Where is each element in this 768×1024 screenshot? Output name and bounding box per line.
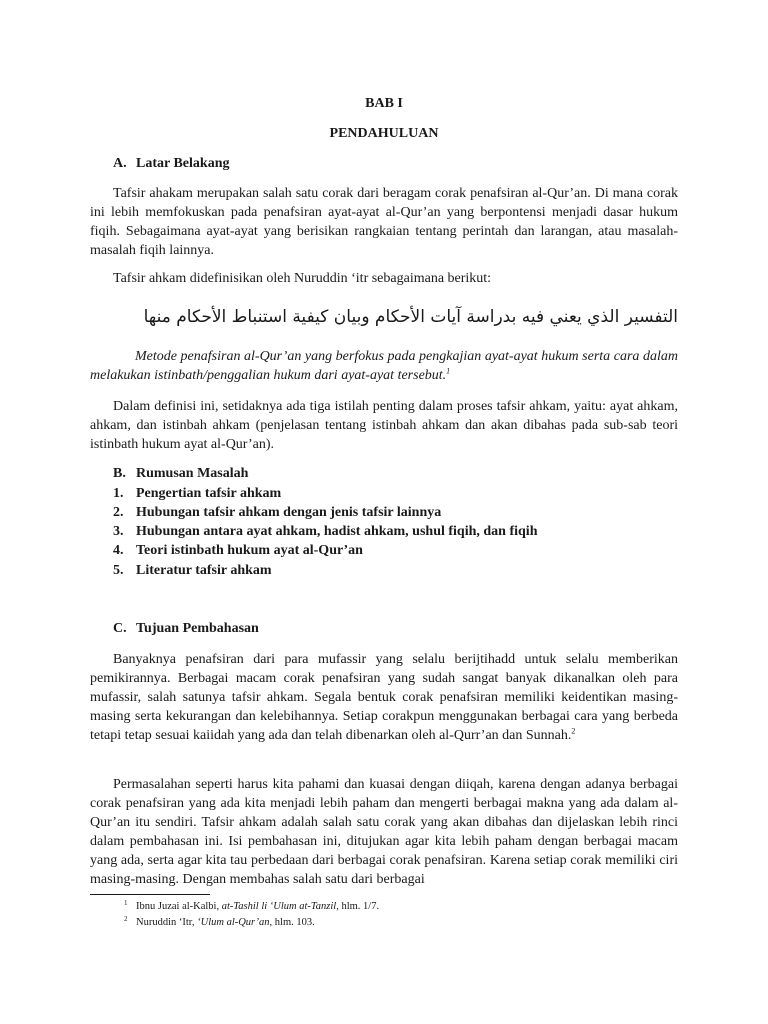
footnote-number: 2 xyxy=(124,915,128,923)
footnote-page: , hlm. 103. xyxy=(269,917,315,928)
footnote-author: Ibnu Juzai al-Kalbi, xyxy=(136,901,222,912)
list-item-text: Hubungan antara ayat ahkam, hadist ahkam, ushul fiqih, dan fiqih xyxy=(136,524,538,539)
section-a-title: Latar Belakang xyxy=(136,156,230,171)
arabic-definition-quote: التفسير الذي يعني فيه بدراسة آيات الأحكام وبيان كيفية استنباط الأحكام منها xyxy=(143,307,678,327)
list-item-number: 1. xyxy=(113,486,124,501)
paragraph-purpose xyxy=(90,650,678,745)
section-b-letter: B. xyxy=(113,466,126,481)
section-b-title: Rumusan Masalah xyxy=(136,466,249,481)
list-item-number: 3. xyxy=(113,524,124,539)
footnote-book-title: ‘Ulum al-Qur’an xyxy=(197,917,270,928)
list-item-number: 5. xyxy=(113,563,124,578)
paragraph-definition-lead: Tafsir ahkam didefinisikan oleh Nuruddin ‘itr sebagaimana berikut: xyxy=(113,271,492,286)
chapter-title: PENDAHULUAN xyxy=(329,126,439,141)
section-a-letter: A. xyxy=(113,156,127,171)
paragraph-purpose-text: Banyaknya penafsiran dari para mufassir yang selalu berijtihadd untuk selalu memberikan pemikirannya. Berbagai macam corak penafsiran yang sudah sangat banyak dikanalkan oleh para mufassir, salah satunya tafsir ahkam. Segala bentuk corak penafsiran memiliki keidentikan masing-masing serta kekurangan dan kelebihannya. Setiap corakpun menggunakan berbagai cara yang berbeda tetapi tetap sesuai kaiidah yang ada dan telah dibenarkan oleh al-Qurr’an dan Sunnah. xyxy=(90,652,678,743)
footnote-book-title: at-Tashil li ‘Ulum at-Tanzil xyxy=(221,901,337,912)
footnote-text xyxy=(136,900,379,914)
section-c-letter: C. xyxy=(113,621,127,636)
footnote-author: Nuruddin ‘Itr, xyxy=(136,917,198,928)
list-item-text: Hubungan tafsir ahkam dengan jenis tafsir lainnya xyxy=(136,505,442,520)
paragraph-problems: Permasalahan seperti harus kita pahami dan kuasai dengan diiqah, karena dengan adanya berbagai corak penafsiran yang ada kita menjadi lebih paham dan mengerti berbagai makna yang ada dalam al-Qur’an itu sendiri. Tafsir ahkam adalah salah satu corak yang akan dibahas dan dijelaskan lebih rinci dalam pembahasan ini. Isi pembahasan ini, ditujukan agar kita lebih paham dengan berbagai macam yang ada, serta agar kita tau perbedaan dari berbagai corak penafsiran. Karena setiap corak memiliki ciri masing-masing. Dengan membahas salah satu dari berbagai xyxy=(90,777,678,887)
list-item-number: 4. xyxy=(113,543,124,558)
list-item-number: 2. xyxy=(113,505,124,520)
list-item-text: Literatur tafsir ahkam xyxy=(136,563,272,578)
definition-translation xyxy=(90,347,678,385)
translation-text: Metode penafsiran al-Qur’an yang berfokus pada pengkajian ayat-ayat hukum serta cara dalam melakukan istinbath/penggalian hukum dari ayat-ayat tersebut. xyxy=(90,349,678,383)
list-item-text: Teori istinbath hukum ayat al-Qur’an xyxy=(136,543,363,558)
footnote-ref-2: 2 xyxy=(571,726,576,736)
list-item-text: Pengertian tafsir ahkam xyxy=(136,486,282,501)
footnote-page: , hlm. 1/7. xyxy=(336,901,380,912)
section-c-title: Tujuan Pembahasan xyxy=(136,621,259,636)
footnote-ref-1: 1 xyxy=(446,366,451,376)
footnote-separator xyxy=(90,894,210,895)
paragraph-terms: Dalam definisi ini, setidaknya ada tiga istilah penting dalam proses tafsir ahkam, yaitu: ayat ahkam, ahkam, dan istinbah ahkam (penjelasan tentang istinbah ahkam dan akan dibahas pada sub-sab teori istinbath hukum ayat al-Qur’an). xyxy=(90,399,678,452)
chapter-number: BAB I xyxy=(365,96,403,111)
footnote-number: 1 xyxy=(124,899,128,907)
paragraph-intro: Tafsir ahakam merupakan salah satu corak dari beragam corak penafsiran al-Qur’an. Di mana corak ini lebih memfokuskan pada penafsiran ayat-ayat al-Qur’an yang berpontensi menjadi dasar hukum fiqih. Sebagaimana ayat-ayat yang berisikan rangkaian tentang perintah dan larangan, atau masalah-masalah fiqih lainnya. xyxy=(90,186,678,258)
footnote-text xyxy=(136,916,315,930)
